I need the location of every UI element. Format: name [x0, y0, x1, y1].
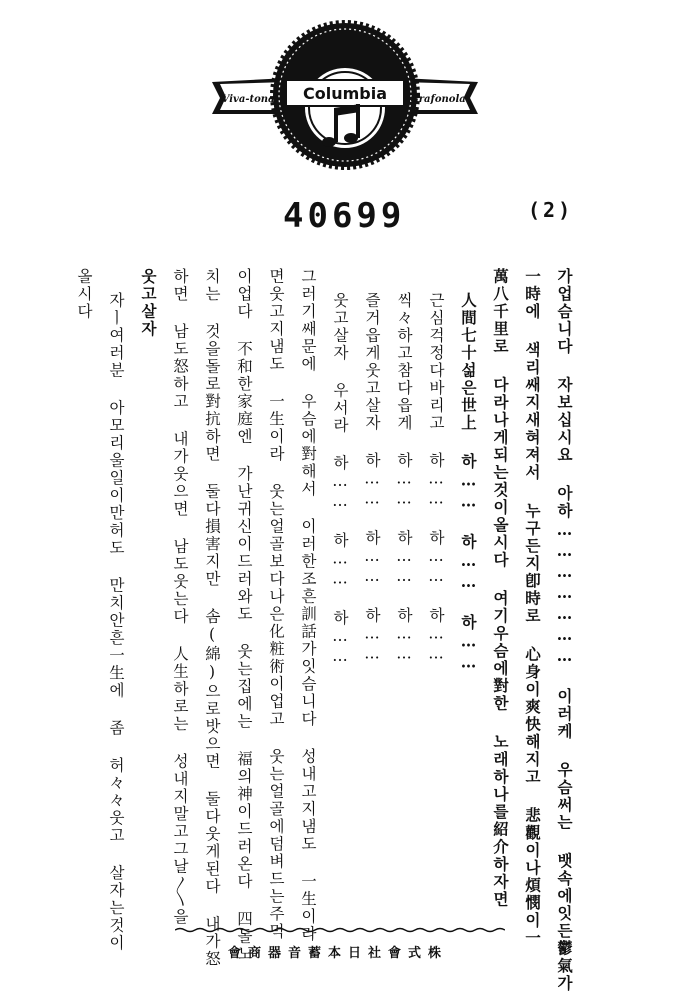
wavy-divider [175, 927, 505, 933]
columbia-logo [210, 20, 480, 170]
song-verse-line: 人間七十섦은世上 하…… 하…… 하…… [459, 292, 478, 674]
right-banner-text: Grafonola [410, 94, 466, 105]
lyrics-line: 一時에 색리쌔지새혀져서 누구든지卽時로 心身이爽快해지고 悲觀이나煩憫이一 [523, 268, 542, 947]
lyrics-line: 가업슴니다 자보십시요 아하………………… 이러케 우슴써는 뱃속에잇든鬱氣가 [555, 268, 574, 993]
song-verse-line: 웃고살자 우서라 하…… 하…… 하…… [331, 292, 349, 667]
lyrics-line: 자ㅣ여러분 아모리울일이만허도 만치안흔一生에 좀 허々々웃고 살자는것이 [107, 292, 125, 952]
catalog-number: 40699 [283, 196, 406, 236]
lyrics-line: 웃고살자 [139, 268, 158, 338]
brand-name: Columbia [302, 84, 388, 103]
lyrics-line: 이업다 不和한家庭엔 가난귀신이드러와도 웃는집에는 福의神이드러온다 四돌노 [235, 268, 253, 963]
page-number: (2) [528, 198, 574, 222]
song-verse-line: 씩々하고참다읍게 하…… 하…… 하…… [395, 292, 413, 665]
lyrics-line: 하면 남도怒하고 내가웃으면 남도웃는다 人生하로는 성내지말고그날〳〵을 [171, 268, 189, 926]
song-verse-line: 즐거읍게웃고살자 하…… 하…… 하…… [363, 292, 381, 665]
publisher-footer: 會商器音蓄本日社會式株 [227, 946, 448, 961]
lyrics-line: 치는 것을돌로對抗하면 둘다損害지만 솜(綿)으로밧으면 둘다웃게된다 내가怒 [203, 268, 221, 968]
lyrics-line: 올시다 [75, 268, 93, 321]
left-banner-text: Viva-tonal [221, 94, 279, 105]
song-verse-line: 근심걱정다바리고 하…… 하…… 하…… [427, 292, 445, 665]
lyrics-line: 면웃고지냄도 一生이라 웃는얼골보다나은化粧術이업고 웃는얼골에덤벼드는주먹 [267, 268, 285, 941]
lyrics-line: 그러기쌔문에 우슴에對해서 이러한조흔訓話가잇슴니다 성내고지냄도 一生이라 [299, 268, 317, 943]
lyrics-line: 萬八千里로 다라나게되는것이올시다 여기우슴에對한 노래하나를紹介하자면 [491, 268, 510, 909]
